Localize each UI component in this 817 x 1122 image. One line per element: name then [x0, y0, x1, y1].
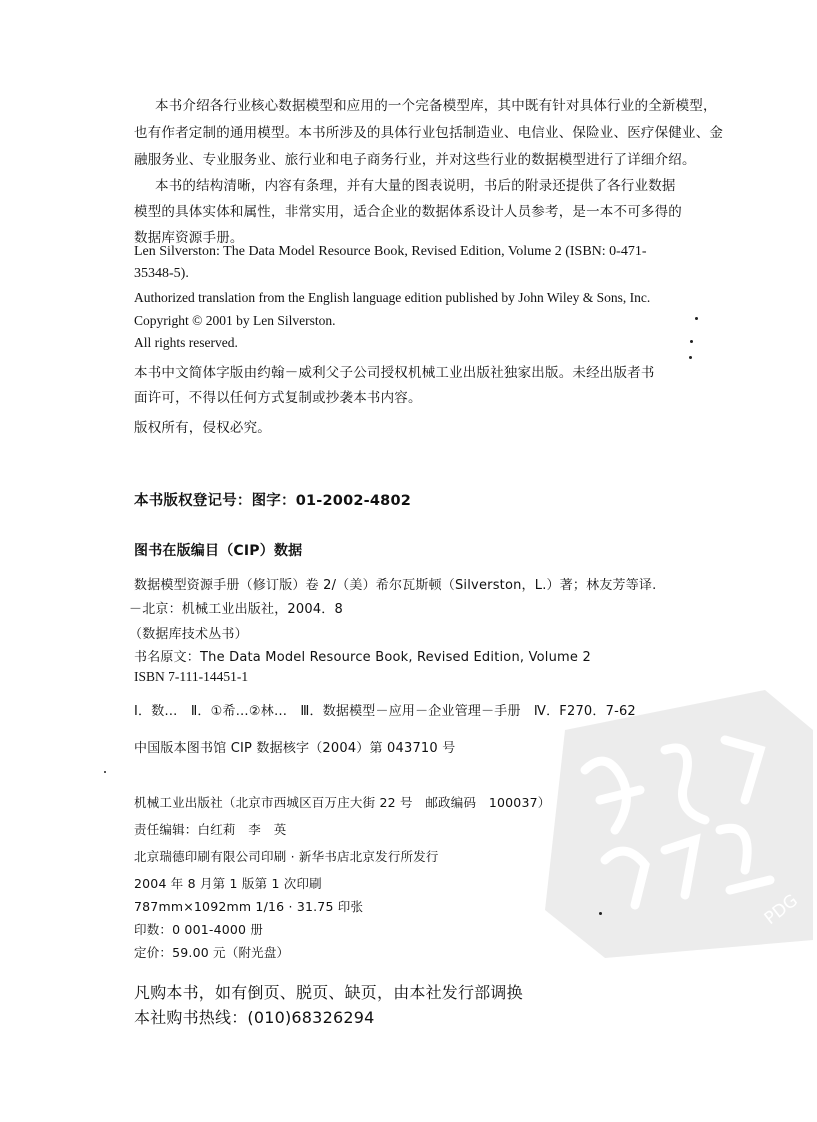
- purchase-hotline: 本社购书热线：(010)68326294: [134, 1008, 375, 1027]
- stamp-label: PDG: [760, 890, 802, 929]
- cip-line-1: 数据模型资源手册（修订版）卷 2/（美）希尔瓦斯顿（Silverston，L.）著；林友芳等译.: [134, 578, 657, 593]
- cip-line-3: （数据库技术丛书）: [129, 627, 248, 642]
- copyright-line: Copyright © 2001 by Len Silverston.: [134, 313, 336, 328]
- intro-line-4: 本书的结构清晰，内容有条理，并有大量的图表说明，书后的附录还提供了各行业数据: [155, 178, 676, 194]
- scan-speck: [104, 771, 106, 773]
- scan-speck: [599, 912, 602, 915]
- registration-number: 本书版权登记号：图字：01-2002-4802: [134, 493, 412, 509]
- intro-line-1: 本书介绍各行业核心数据模型和应用的一个完备模型库，其中既有针对具体行业的全新模型，: [155, 98, 717, 114]
- printer-distributor: 北京瑞德印刷有限公司印刷 · 新华书店北京发行所发行: [134, 849, 439, 864]
- cip-line-4: 书名原文：The Data Model Resource Book, Revised Edition, Volume 2: [134, 650, 591, 665]
- format-sheets: 787mm×1092mm 1/16 · 31.75 印张: [134, 899, 364, 914]
- authorized-translation: Authorized translation from the English language edition published by John Wiley & Sons, Inc.: [134, 290, 651, 305]
- print-run: 印数：0 001-4000 册: [134, 922, 264, 937]
- publisher-address: 机械工业出版社（北京市西城区百万庄大街 22 号 邮政编码 100037）: [134, 795, 551, 810]
- cip-classification: Ⅰ．数… Ⅱ．①希…②林… Ⅲ．数据模型－应用－企业管理－手册 Ⅳ．F270．7-62: [134, 704, 636, 719]
- original-edition-line-1: Len Silverston: The Data Model Resource Book, Revised Edition, Volume 2 (ISBN: 0-471-: [134, 244, 647, 259]
- cip-isbn: ISBN 7-111-14451-1: [134, 669, 249, 684]
- pdg-seal-watermark: [545, 690, 813, 958]
- scan-speck: [689, 356, 692, 359]
- intro-line-6: 数据库资源手册。: [134, 230, 244, 246]
- cip-data-number: 中国版本图书馆 CIP 数据核字（2004）第 043710 号: [134, 741, 456, 756]
- original-edition-line-2: 35348-5).: [134, 266, 189, 281]
- intro-line-3: 融服务业、专业服务业、旅行业和电子商务行业，并对这些行业的数据模型进行了详细介绍。: [134, 152, 696, 168]
- replacement-notice: 凡购本书，如有倒页、脱页、缺页，由本社发行部调换: [134, 983, 523, 1002]
- cip-line-2: －北京：机械工业出版社，2004．8: [129, 602, 343, 617]
- cip-heading: 图书在版编目（CIP）数据: [134, 543, 303, 559]
- scan-speck: [695, 317, 698, 320]
- intro-line-2: 也有作者定制的通用模型。本书所涉及的具体行业包括制造业、电信业、保险业、医疗保健业、金: [134, 125, 724, 141]
- all-rights-notice: 版权所有，侵权必究。: [134, 420, 271, 436]
- rights-reserved: All rights reserved.: [134, 335, 238, 350]
- responsible-editors: 责任编辑：白红莉 李 英: [134, 822, 287, 837]
- intro-line-5: 模型的具体实体和属性，非常实用，适合企业的数据体系设计人员参考，是一本不可多得的: [134, 204, 682, 220]
- license-line-1: 本书中文简体字版由约翰－威利父子公司授权机械工业出版社独家出版。未经出版者书: [134, 365, 655, 381]
- scan-speck: [690, 340, 693, 343]
- license-line-2: 面许可，不得以任何方式复制或抄袭本书内容。: [134, 390, 422, 406]
- price: 定价：59.00 元（附光盘）: [134, 945, 290, 960]
- print-edition: 2004 年 8 月第 1 版第 1 次印刷: [134, 876, 322, 891]
